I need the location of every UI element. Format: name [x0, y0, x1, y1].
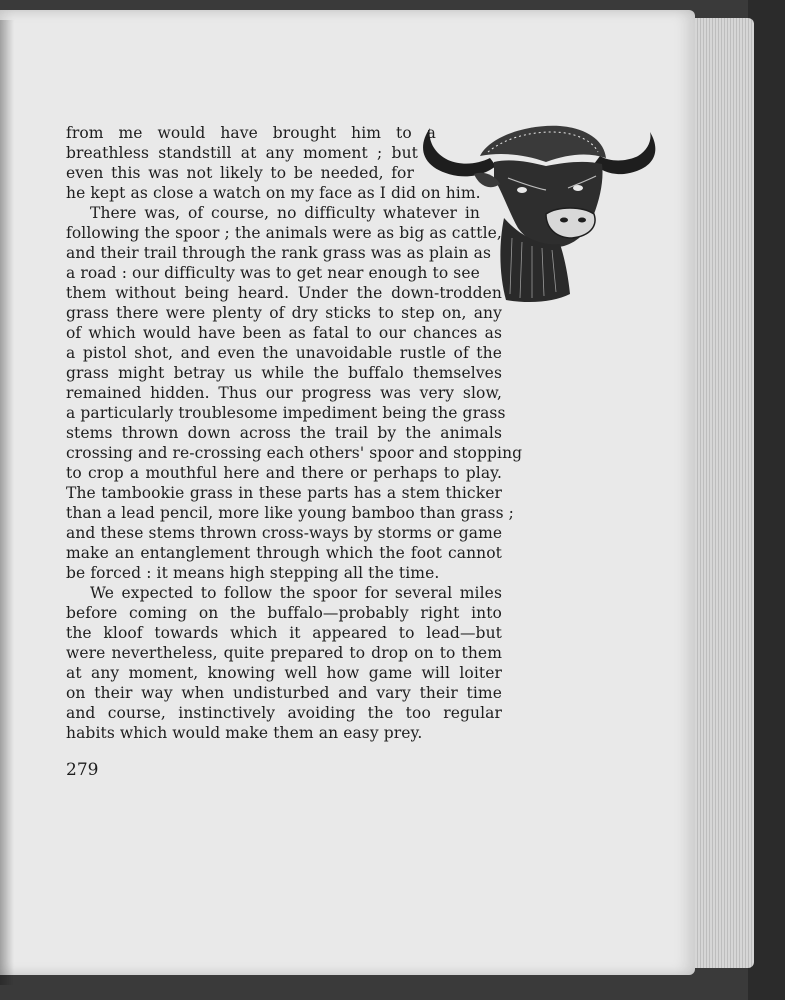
text-line: We expected to follow the spoor for several miles	[90, 584, 502, 602]
text-line: stems thrown down across the trail by the animals	[66, 424, 502, 442]
text-line: remained hidden. Thus our progress was very slow,	[66, 384, 502, 402]
text-line: he kept as close a watch on my face as I did on him.	[66, 184, 481, 202]
text-line: grass might betray us while the buffalo themselves	[66, 364, 502, 382]
page-gutter	[0, 20, 14, 985]
text-line: a particularly troublesome impediment being the grass	[66, 404, 506, 422]
text-line: following the spoor ; the animals were as big as cattle,	[66, 224, 502, 242]
text-line: and these stems thrown cross-ways by storms or game	[66, 524, 503, 542]
text-line: be forced : it means high stepping all the time.	[66, 564, 440, 582]
text-line: grass there were plenty of dry sticks to step on, any	[66, 304, 502, 322]
text-line: to crop a mouthful here and there or perhaps to play.	[66, 464, 502, 482]
text-line: a pistol shot, and even the unavoidable rustle of the	[66, 344, 502, 362]
text-line: There was, of course, no difficulty whatever in	[90, 204, 480, 222]
text-line: than a lead pencil, more like young bamboo than grass ;	[66, 504, 514, 522]
text-line: before coming on the buffalo—probably right into	[66, 604, 502, 622]
text-line: at any moment, knowing well how game will loiter	[66, 664, 502, 682]
text-line: even this was not likely to be needed, for	[66, 164, 414, 182]
text-line: habits which would make them an easy prey.	[66, 724, 423, 742]
text-line: and their trail through the rank grass was as plain as	[66, 244, 492, 262]
text-line: make an entanglement through which the foot cannot	[66, 544, 502, 562]
text-line: The tambookie grass in these parts has a stem thicker	[66, 484, 502, 502]
text-line: on their way when undisturbed and vary their time	[66, 684, 502, 702]
text-line: a road : our difficulty was to get near enough to see	[66, 264, 480, 282]
page-number: 279	[66, 760, 99, 780]
text-line: from me would have brought him to a	[66, 124, 436, 142]
book-page	[0, 10, 695, 975]
text-line: crossing and re-crossing each others' spoor and stopping	[66, 444, 523, 462]
text-line: of which would have been as fatal to our chances as	[66, 324, 502, 342]
text-line: and course, instinctively avoiding the too regular	[66, 704, 502, 722]
text-line: them without being heard. Under the down-trodden	[66, 284, 502, 302]
text-line: the kloof towards which it appeared to lead—but	[66, 624, 502, 642]
text-line: were nevertheless, quite prepared to drop on to them	[66, 644, 502, 662]
text-line: breathless standstill at any moment ; but	[66, 144, 418, 162]
page-edges	[692, 18, 754, 968]
